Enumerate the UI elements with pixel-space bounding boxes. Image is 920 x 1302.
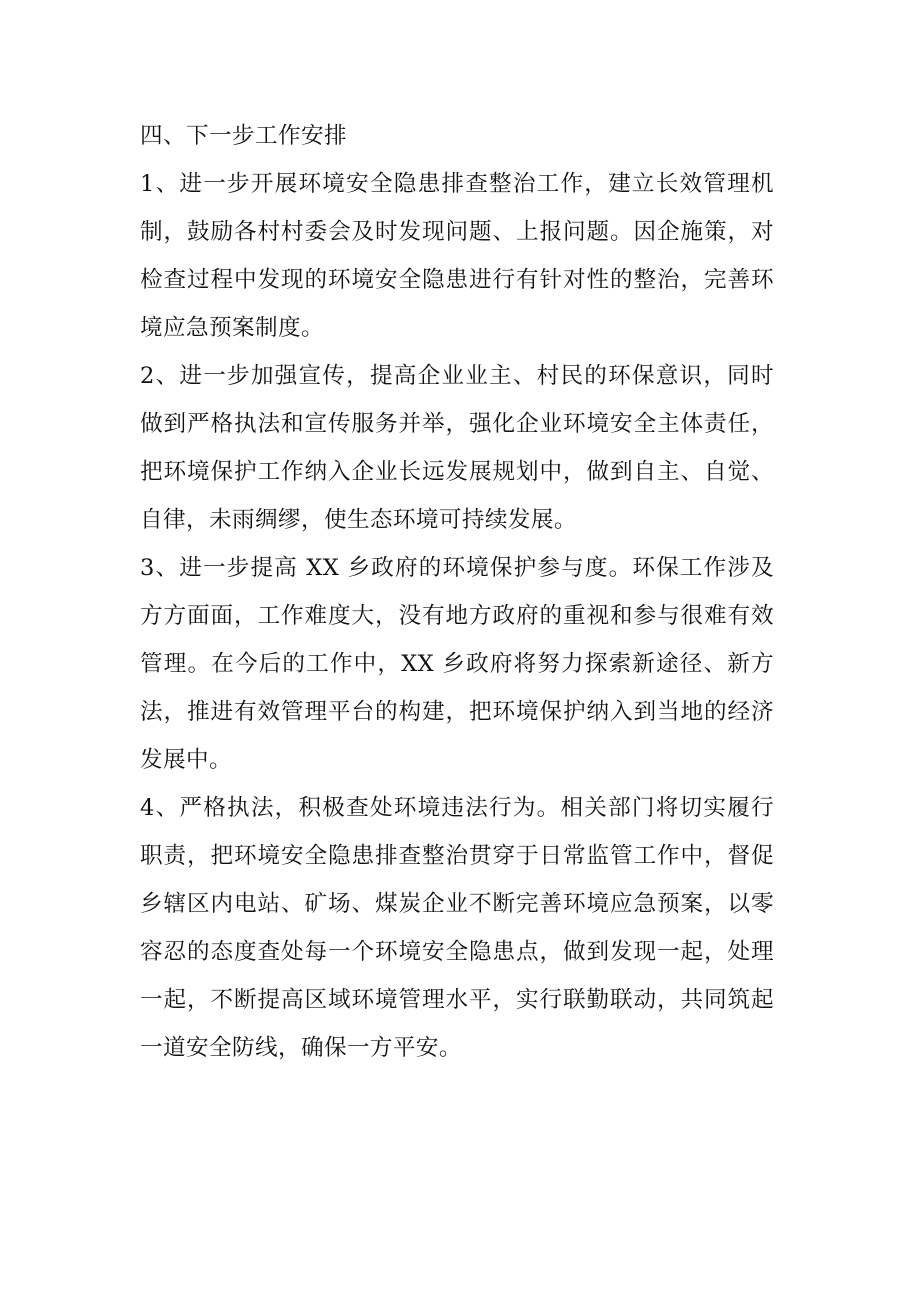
document-body xyxy=(140,112,774,1072)
paragraph-2: 2、进一步加强宣传，提高企业业主、村民的环保意识，同时做到严格执法和宣传服务并举，强化企业环境安全主体责任，把环境保护工作纳入企业长远发展规划中，做到自主、自觉、自律，未雨绸缪，使生态环境可持续发展。 xyxy=(140,363,774,533)
paragraph-1: 1、进一步开展环境安全隐患排查整治工作，建立长效管理机制，鼓励各村村委会及时发现问题、上报问题。因企施策，对检查过程中发现的环境安全隐患进行有针对性的整治，完善环境应急预案制度。 xyxy=(140,171,774,341)
paragraph-4: 4、严格执法，积极查处环境违法行为。相关部门将切实履行职责，把环境安全隐患排查整治贯穿于日常监管工作中，督促乡辖区内电站、矿场、煤炭企业不断完善环境应急预案，以零容忍的态度查处每一个环境安全隐患点，做到发现一起，处理一起，不断提高区域环境管理水平，实行联勤联动，共同筑起一道安全防线，确保一方平安。 xyxy=(140,795,774,1061)
paragraph-3: 3、进一步提高 XX 乡政府的环境保护参与度。环保工作涉及方方面面，工作难度大，没有地方政府的重视和参与很难有效管理。在今后的工作中，XX 乡政府将努力探索新途径、新方法，推进有效管理平台的构建，把环境保护纳入到当地的经济发展中。 xyxy=(140,555,774,773)
section-heading: 四、下一步工作安排 xyxy=(140,123,347,149)
